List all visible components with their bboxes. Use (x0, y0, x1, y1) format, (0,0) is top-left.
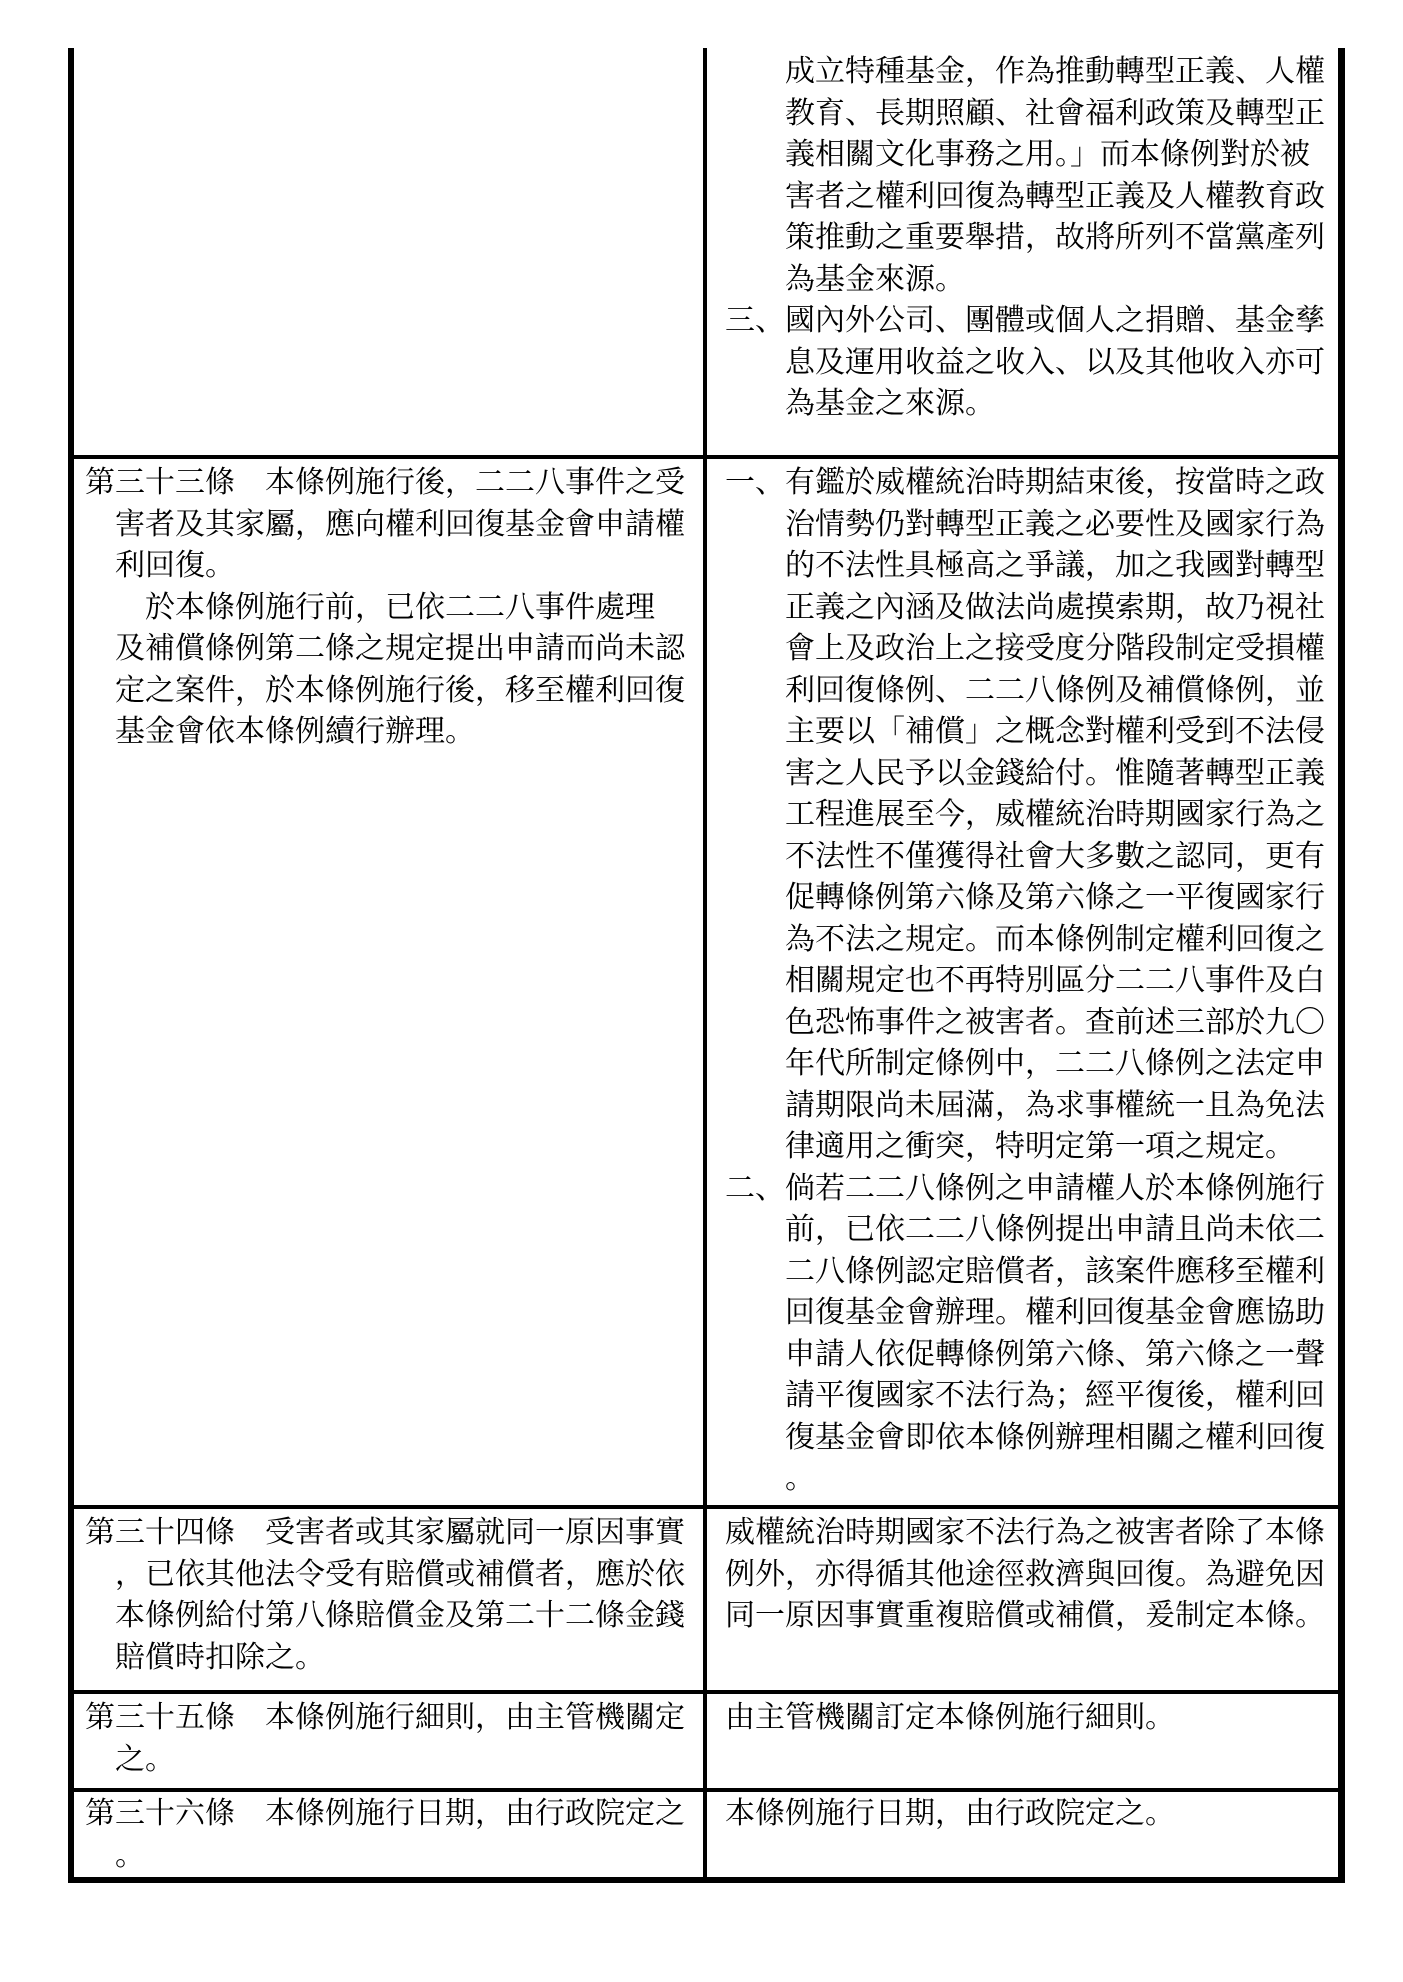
text-line: 為基金之來源。 (785, 387, 995, 420)
text-line: 申請人依促轉條例第六條、第六條之一聲 (785, 1337, 1325, 1371)
table-row (74, 1690, 1338, 1788)
text-line: 基金會依本條例續行辦理。 (115, 715, 475, 748)
text-line: 前，已依二二八條例提出申請且尚未依二 (785, 1213, 1325, 1246)
text-line: 成立特種基金，作為推動轉型正義、人權 (785, 55, 1325, 88)
explanation-cell (707, 1792, 1338, 1877)
text-line: 的不法性具極高之爭議，加之我國對轉型 (785, 549, 1325, 582)
table-row (74, 1505, 1338, 1690)
text-line: ，已依其他法令受有賠償或補償者，應於依 (115, 1557, 685, 1591)
text-line: 工程進展至今，威權統治時期國家行為之 (785, 798, 1325, 831)
text-line: 。 (115, 1838, 145, 1872)
text-line: 之。 (115, 1742, 175, 1776)
text-line: 策推動之重要舉措，故將所列不當黨產列 (785, 221, 1325, 254)
text-line: 利回復條例、二二八條例及補償條例，並 (785, 673, 1325, 707)
text-line: 及補償條例第二條之規定提出申請而尚未認 (115, 632, 685, 665)
text-line: 定之案件，於本條例施行後，移至權利回復 (115, 673, 685, 707)
text-line: 威權統治時期國家不法行為之被害者除了本條 (725, 1516, 1325, 1549)
text-line: 本條例給付第八條賠償金及第二十二條金錢 (115, 1599, 685, 1632)
text-line: 賠償時扣除之。 (115, 1640, 325, 1674)
text-line: 第三十六條 本條例施行日期，由行政院定之 (85, 1797, 685, 1830)
explanation-cell (707, 48, 1338, 455)
text-line: 本條例施行日期，由行政院定之。 (725, 1797, 1175, 1830)
text-line: 請期限尚未屆滿，為求事權統一且為免法 (785, 1088, 1325, 1122)
text-line: 。 (785, 1462, 815, 1495)
text-line: 第三十五條 本條例施行細則，由主管機關定 (85, 1701, 685, 1734)
text-line: 由主管機關訂定本條例施行細則。 (725, 1701, 1175, 1734)
table-row (74, 48, 1338, 455)
explanation-cell (707, 1509, 1338, 1690)
text-line: 一、有鑑於威權統治時期結束後，按當時之政 (725, 466, 1325, 499)
text-line: 為不法之規定。而本條例制定權利回復之 (785, 922, 1325, 956)
text-line: 主要以「補償」之概念對權利受到不法侵 (785, 715, 1325, 748)
text-line: 息及運用收益之收入、以及其他收入亦可 (785, 345, 1325, 379)
text-line: 律適用之衝突，特明定第一項之規定。 (785, 1130, 1295, 1163)
text-line: 害之人民予以金錢給付。惟隨著轉型正義 (785, 756, 1325, 790)
explanation-cell (707, 459, 1338, 1505)
text-line: 二八條例認定賠償者，該案件應移至權利 (785, 1254, 1325, 1288)
text-line: 年代所制定條例中，二二八條例之法定申 (785, 1047, 1325, 1080)
article-cell (74, 459, 707, 1505)
text-line: 於本條例施行前，已依二二八事件處理 (145, 590, 655, 624)
text-line: 義相關文化事務之用。」而本條例對於被 (785, 138, 1310, 171)
text-line: 害者之權利回復為轉型正義及人權教育政 (785, 179, 1325, 213)
text-line: 色恐怖事件之被害者。查前述三部於九〇 (785, 1005, 1325, 1039)
text-line: 不法性不僅獲得社會大多數之認同，更有 (785, 839, 1325, 873)
explanation-cell (707, 1694, 1338, 1788)
text-line: 第三十四條 受害者或其家屬就同一原因事實 (85, 1516, 685, 1549)
text-line: 第三十三條 本條例施行後，二二八事件之受 (85, 466, 685, 499)
text-line: 三、國內外公司、團體或個人之捐贈、基金孳 (725, 304, 1325, 337)
text-line: 同一原因事實重複賠償或補償，爰制定本條。 (725, 1599, 1325, 1632)
text-line: 害者及其家屬，應向權利回復基金會申請權 (115, 507, 685, 541)
text-line: 為基金來源。 (785, 262, 965, 296)
article-cell (74, 48, 707, 455)
text-line: 教育、長期照顧、社會福利政策及轉型正 (785, 96, 1325, 130)
article-cell (74, 1792, 707, 1877)
text-line: 回復基金會辦理。權利回復基金會應協助 (785, 1296, 1325, 1329)
law-table (68, 48, 1345, 1883)
text-line: 例外，亦得循其他途徑救濟與回復。為避免因 (725, 1557, 1325, 1591)
text-line: 二、倘若二二八條例之申請權人於本條例施行 (725, 1171, 1325, 1205)
text-line: 利回復。 (115, 549, 235, 582)
table-row (74, 1788, 1338, 1877)
article-cell (74, 1509, 707, 1690)
table-row (74, 455, 1338, 1505)
text-line: 相關規定也不再特別區分二二八事件及白 (785, 964, 1325, 997)
text-line: 會上及政治上之接受度分階段制定受損權 (785, 632, 1325, 665)
text-line: 復基金會即依本條例辦理相關之權利回復 (785, 1420, 1325, 1454)
text-line: 請平復國家不法行為；經平復後，權利回 (785, 1379, 1325, 1412)
text-line: 治情勢仍對轉型正義之必要性及國家行為 (785, 507, 1325, 541)
text-line: 正義之內涵及做法尚處摸索期，故乃視社 (785, 590, 1325, 624)
text-line: 促轉條例第六條及第六條之一平復國家行 (785, 881, 1325, 914)
article-cell (74, 1694, 707, 1788)
